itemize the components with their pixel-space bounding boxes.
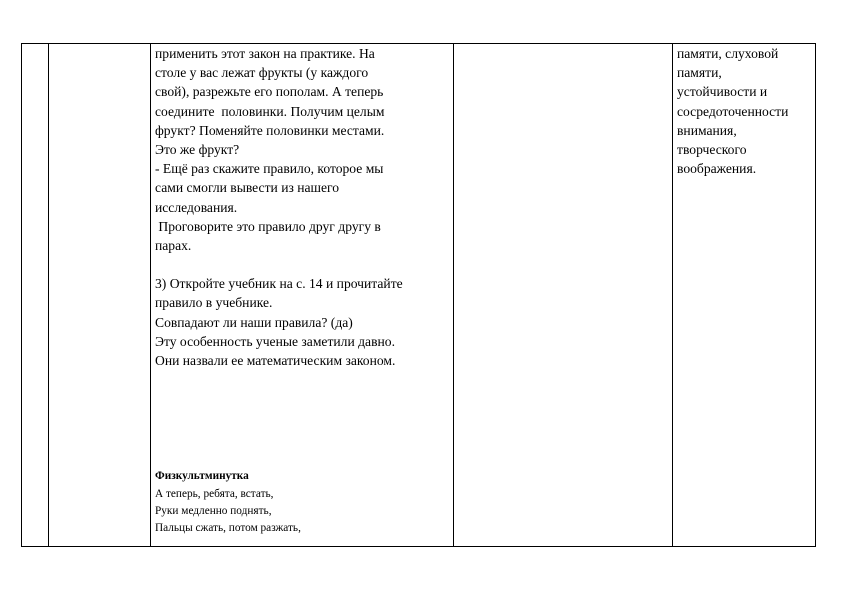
skills-cell [677, 44, 815, 178]
table-border-col-5 [672, 43, 673, 547]
table-border-col-4 [453, 43, 454, 547]
lesson-line: исследования. [155, 199, 238, 215]
skills-line: внимания, [677, 122, 737, 138]
table-border-col-6 [815, 43, 816, 547]
lesson-line: фрукт? Поменяйте половинки местами. [155, 122, 385, 138]
lesson-line: Проговорите это правило друг другу в [155, 218, 381, 234]
lesson-content-cell [155, 44, 450, 537]
poem-line: Пальцы сжать, потом разжать, [155, 522, 301, 535]
lesson-line: Эту особенность ученые заметили давно. [155, 333, 395, 349]
poem-line: А теперь, ребята, встать, [155, 487, 274, 500]
skills-line: устойчивости и [677, 84, 768, 100]
paragraph-gap [155, 255, 450, 274]
lesson-line: правило в учебнике. [155, 295, 273, 311]
lesson-line: соедините половинки. Получим целым [155, 103, 385, 119]
lesson-line: - Ещё раз скажите правило, которое мы [155, 161, 384, 177]
skills-line: воображения. [677, 161, 757, 177]
lesson-line: парах. [155, 238, 192, 254]
lesson-line: 3) Откройте учебник на с. 14 и прочитайте [155, 276, 403, 292]
lesson-line: Совпадают ли наши правила? (да) [155, 314, 353, 330]
skills-line: творческого [677, 142, 747, 158]
table-border-col-3 [150, 43, 151, 547]
paragraph-gap [155, 370, 450, 468]
lesson-line: сами смогли вывести из нашего [155, 180, 340, 196]
lesson-line: Они назвали ее математическим законом. [155, 353, 396, 369]
skills-line: памяти, [677, 65, 722, 81]
skills-line: памяти, слуховой [677, 46, 779, 61]
lesson-line: столе у вас лежат фрукты (у каждого [155, 65, 369, 81]
skills-line: сосредоточенности [677, 103, 789, 119]
table-border-col-2 [48, 43, 49, 547]
poem-line: Руки медленно поднять, [155, 504, 272, 517]
table-border-col-1 [21, 43, 22, 547]
fizminutka-title: Физкультминутка [155, 470, 249, 483]
lesson-line: применить этот закон на практике. На [155, 46, 375, 61]
lesson-line: Это же фрукт? [155, 142, 240, 158]
lesson-line: свой), разрежьте его пополам. А теперь [155, 84, 384, 100]
table-bottom-border [21, 546, 816, 547]
